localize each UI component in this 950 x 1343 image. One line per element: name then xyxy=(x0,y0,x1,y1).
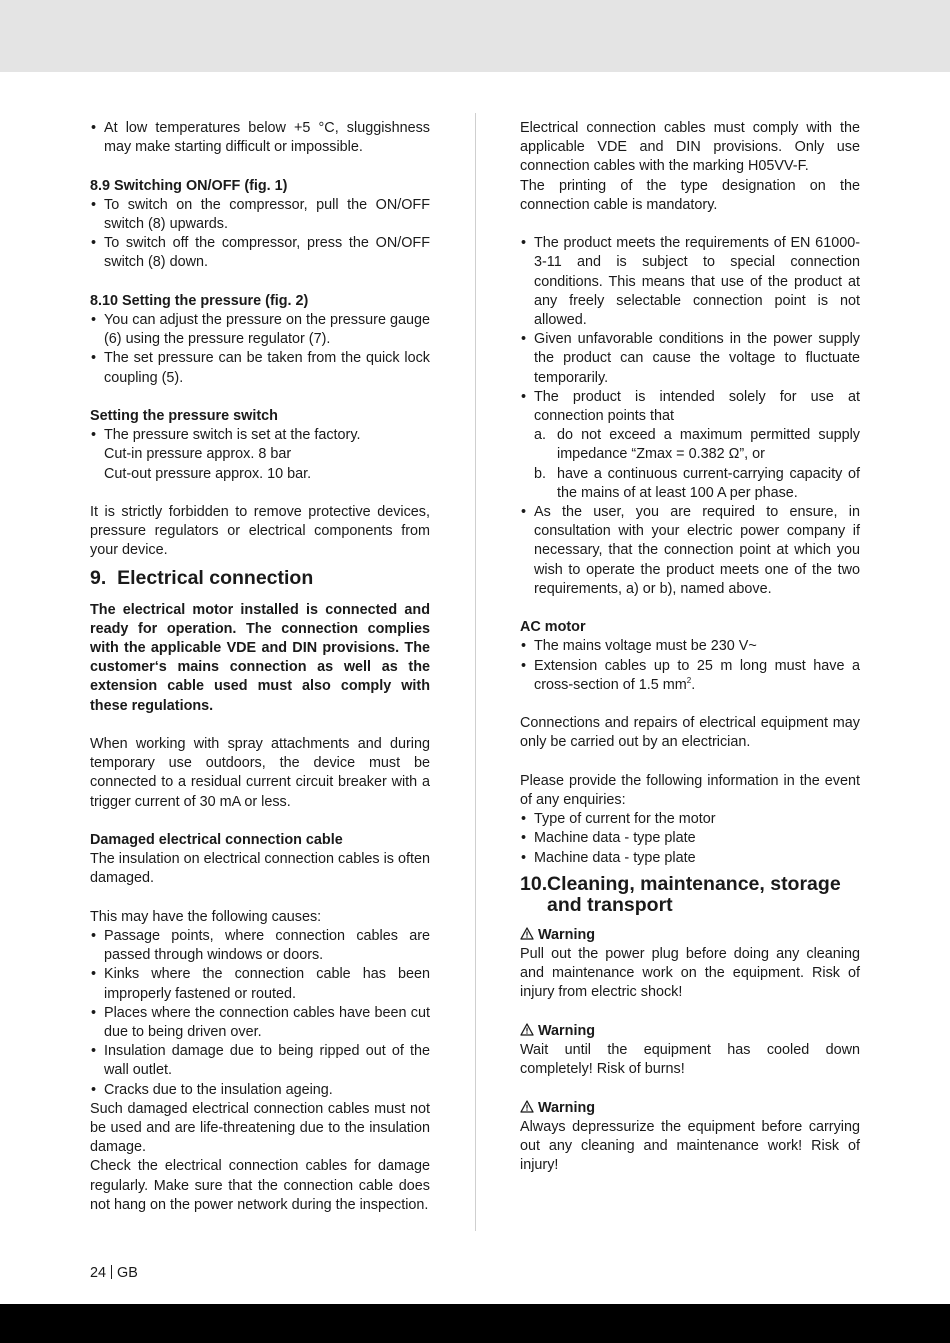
section-title xyxy=(547,874,841,916)
list-item: • Kinks where the connection cable has been improperly fastened or routed. xyxy=(90,965,430,1003)
list-item: • Passage points, where connection cables are passed through windows or doors. xyxy=(90,927,430,965)
pressure-switch-list xyxy=(90,426,430,445)
section-title: Electrical connection xyxy=(117,566,314,589)
section-number: 10. xyxy=(520,872,548,895)
warning-text: Always depressurize the equipment before carrying out any cleaning and maintenance work! Risk of injury! xyxy=(520,1118,860,1174)
warning-triangle-icon xyxy=(520,927,534,940)
list-item: • Given unfavorable conditions in the power supply the product can cause the voltage to fluctuate temporarily. xyxy=(520,330,860,388)
pressure-list xyxy=(90,311,430,388)
warning-heading xyxy=(520,1099,860,1118)
enquiries-paragraph: Please provide the following information in the event of any enquiries: xyxy=(520,772,860,809)
printing-paragraph: The printing of the type designation on the connection cable is mandatory. xyxy=(520,177,860,213)
warning-text: Pull out the power plug before doing any cleaning and maintenance work on the equipment. Risk of injury from electric shock! xyxy=(520,946,860,1001)
causes-list xyxy=(90,927,430,1100)
list-item xyxy=(534,426,860,464)
warning-triangle-icon xyxy=(520,1023,534,1036)
warning-label: Warning xyxy=(538,1022,596,1039)
list-item-text: Extension cables up to 25 m long must have a cross-section of 1.5 mm xyxy=(534,657,860,693)
requirements-list xyxy=(520,234,860,426)
list-item-text: have a continuous current-carrying capacity of the mains of at least 100 A per phase. xyxy=(557,465,860,501)
cables-comply-paragraph: Electrical connection cables must comply with the applicable VDE and DIN provisions. Only use connection cables with the marking H05VV-F. xyxy=(520,120,860,175)
warning-heading xyxy=(520,1022,860,1041)
damaged-cable-text: The insulation on electrical connection cables is often damaged. xyxy=(90,851,430,887)
warning-label: Warning xyxy=(538,926,596,943)
list-item xyxy=(520,657,860,695)
right-column xyxy=(520,119,860,1175)
warning-heading xyxy=(520,926,860,945)
ac-motor-list xyxy=(520,637,860,695)
warning-label: Warning xyxy=(538,1099,596,1116)
list-item: • The mains voltage must be 230 V~ xyxy=(520,637,860,656)
footer-band xyxy=(0,1304,950,1343)
forbidden-paragraph: It is strictly forbidden to remove protective devices, pressure regulators or electrical components from your device. xyxy=(90,504,430,559)
warning-triangle-icon xyxy=(520,1100,534,1113)
list-item: • You can adjust the pressure on the pressure gauge (6) using the pressure regulator (7). xyxy=(90,311,430,349)
list-marker: a. xyxy=(534,427,547,444)
cut-out-pressure: Cut-out pressure approx. 10 bar. xyxy=(104,465,312,482)
header-band xyxy=(0,0,950,72)
ac-motor-heading: AC motor xyxy=(520,619,586,636)
damaged-cables-warning: Such damaged electrical connection cables must not be used and are life-threatening due to the insulation damage. xyxy=(90,1100,430,1156)
switch-list xyxy=(90,196,430,273)
warning-text: Wait until the equipment has cooled down completely! Risk of burns! xyxy=(520,1042,860,1078)
section-heading-8-10: 8.10 Setting the pressure (fig. 2) xyxy=(90,292,309,309)
enquiry-list xyxy=(520,810,860,868)
list-item-text: do not exceed a maximum permitted supply impedance “Zmax = 0.382 Ω”, or xyxy=(557,427,860,463)
footer-separator xyxy=(111,1265,112,1279)
section-heading-10 xyxy=(520,868,860,926)
list-item: • To switch off the compressor, press the ON/OFF switch (8) down. xyxy=(90,234,430,272)
list-item: • The pressure switch is set at the factory. xyxy=(90,426,430,445)
list-item: • At low temperatures below +5 °C, sluggishness may make starting difficult or impossible. xyxy=(90,119,430,157)
section-number: 9. xyxy=(90,566,107,589)
list-item: • Places where the connection cables have been cut due to being driven over. xyxy=(90,1004,430,1042)
electrical-intro-bold: The electrical motor installed is connected and ready for operation. The connection complies with the applicable VDE and DIN provisions. The customer‘s mains connection as well as the extension cable used must also comply with these regulations. xyxy=(90,601,430,714)
page-number: 24 xyxy=(90,1265,107,1281)
list-item xyxy=(534,465,860,503)
superscript: 2 xyxy=(686,676,692,686)
list-item: • Machine data - type plate xyxy=(520,849,860,868)
page-footer xyxy=(90,1264,138,1283)
check-cables-paragraph: Check the electrical connection cables for damage regularly. Make sure that the connection cable does not hang on the power network during the inspection. xyxy=(90,1158,430,1213)
list-item: • Insulation damage due to being ripped out of the wall outlet. xyxy=(90,1042,430,1080)
repairs-paragraph: Connections and repairs of electrical equipment may only be carried out by an electrician. xyxy=(520,715,860,751)
list-item: • The product is intended solely for use at connection points that xyxy=(520,388,860,426)
list-item: • The set pressure can be taken from the quick lock coupling (5). xyxy=(90,349,430,387)
low-temp-list xyxy=(90,119,430,157)
causes-intro: This may have the following causes: xyxy=(90,908,322,925)
list-item: • The product meets the requirements of EN 61000-3-11 and is subject to special connection conditions. This means that use of the product at any freely selectable connection point is not allowed. xyxy=(520,234,860,330)
list-item: • Machine data - type plate xyxy=(520,829,860,848)
pressure-switch-heading: Setting the pressure switch xyxy=(90,408,278,424)
spray-paragraph: When working with spray attachments and during temporary use outdoors, the device must be connected to a residual current circuit breaker with a trigger current of 30 mA or less. xyxy=(90,736,430,810)
list-item: • As the user, you are required to ensure, in consultation with your electric power company if necessary, that the connection point at which you wish to operate the product meets one of the two requirements, a) or b), named above. xyxy=(520,503,860,599)
cut-in-pressure: Cut-in pressure approx. 8 bar xyxy=(104,446,292,463)
section-heading-8-9: 8.9 Switching ON/OFF (fig. 1) xyxy=(90,177,288,194)
list-item: • To switch on the compressor, pull the ON/OFF switch (8) upwards. xyxy=(90,196,430,234)
language-code: GB xyxy=(117,1265,138,1281)
list-item: • Cracks due to the insulation ageing. xyxy=(90,1081,430,1100)
section-title-line-1: Cleaning, maintenance, storage xyxy=(547,872,841,895)
list-item-end: . xyxy=(691,676,696,693)
connection-conditions-list xyxy=(534,426,860,503)
list-item: • Type of current for the motor xyxy=(520,810,860,829)
section-heading-9 xyxy=(90,561,430,601)
column-divider xyxy=(475,113,476,1231)
damaged-cable-heading: Damaged electrical connection cable xyxy=(90,832,343,849)
left-column xyxy=(90,119,430,1215)
section-title-line-2: and transport xyxy=(547,893,673,916)
user-requirement-list xyxy=(520,503,860,599)
list-marker: b. xyxy=(534,465,547,482)
